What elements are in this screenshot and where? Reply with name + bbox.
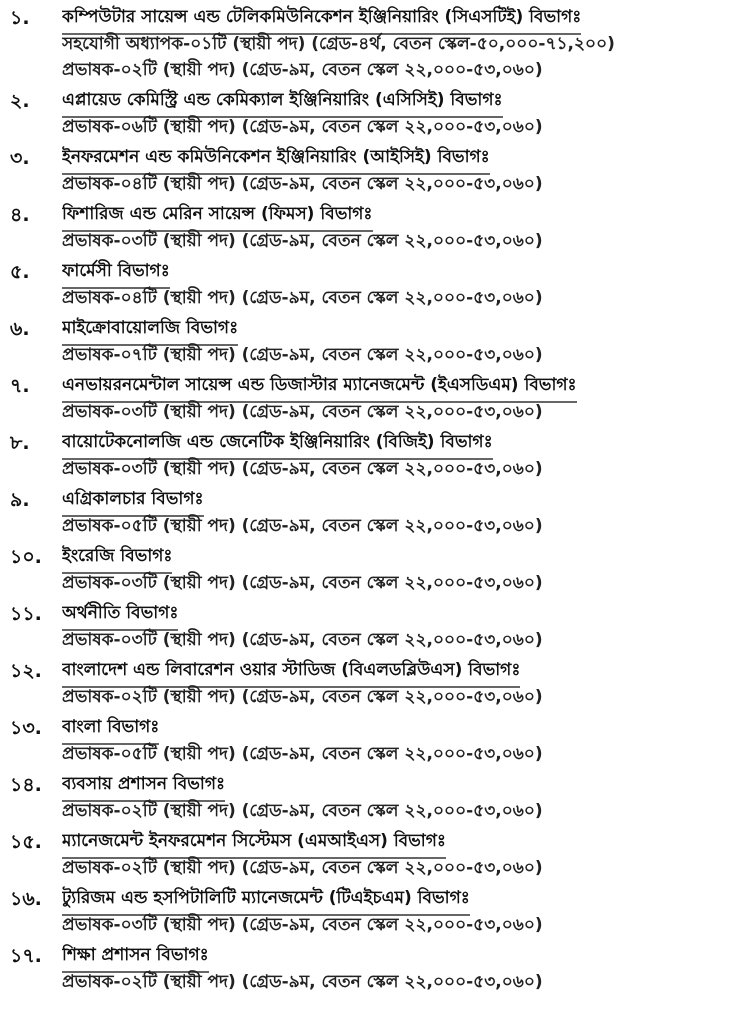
department-number: ১৩. [10,717,42,739]
post-line: প্রভাষক-০৩টি (স্থায়ী পদ) (গ্রেড-৯ম, বেতন স্কেল ২২,০০০-৫৩,০৬০) [62,630,543,650]
department-number: ৮. [10,432,30,454]
department-name: এনভায়রনমেন্টাল সায়েন্স এন্ড ডিজাস্টার ম্যানেজমেন্ট (ইএসডিএম) বিভাগঃ [62,372,577,403]
department-number: ১২. [10,660,42,682]
post-line: প্রভাষক-০২টি (স্থায়ী পদ) (গ্রেড-৯ম, বেতন স্কেল ২২,০০০-৫৩,০৬০) [62,801,543,821]
department-number: ৩. [10,147,30,169]
post-line: প্রভাষক-০৪টি (স্থায়ী পদ) (গ্রেড-৯ম, বেতন স্কেল ২২,০০০-৫৩,০৬০) [62,174,543,194]
department-number: ১৬. [10,888,42,910]
department-number: ১৪. [10,774,42,796]
department-number: ১৫. [10,831,42,853]
department-name: বাংলা বিভাগঃ [62,714,159,745]
department-number: ১. [10,7,30,29]
department-number: ৪. [10,204,30,226]
post-line: প্রভাষক-০৫টি (স্থায়ী পদ) (গ্রেড-৯ম, বেতন স্কেল ২২,০০০-৫৩,০৬০) [62,516,543,536]
department-number: ৯. [10,489,30,511]
post-line: প্রভাষক-০৩টি (স্থায়ী পদ) (গ্রেড-৯ম, বেতন স্কেল ২২,০০০-৫৩,০৬০) [62,573,543,593]
department-name: ইংরেজি বিভাগঃ [62,543,172,574]
department-name: এগ্রিকালচার বিভাগঃ [62,486,204,517]
department-name: বাংলাদেশ এন্ড লিবারেশন ওয়ার স্টাডিজ (বিএলডব্লিউএস) বিভাগঃ [62,657,520,688]
department-name: বায়োটেকনোলজি এন্ড জেনেটিক ইঞ্জিনিয়ারিং (বিজিই) বিভাগঃ [62,429,493,460]
department-name: ম্যানেজমেন্ট ইনফরমেশন সিস্টেমস (এমআইএস) বিভাগঃ [62,828,446,859]
department-number: ৭. [10,375,30,397]
department-number: ৫. [10,261,30,283]
department-number: ১১. [10,603,42,625]
post-line: সহযোগী অধ্যাপক-০১টি (স্থায়ী পদ) (গ্রেড-৪র্থ, বেতন স্কেল-৫০,০০০-৭১,২০০) [62,34,615,54]
department-name: অর্থনীতি বিভাগঃ [62,600,178,631]
department-name: শিক্ষা প্রশাসন বিভাগঃ [62,942,209,973]
department-name: ট্যুরিজম এন্ড হসপিটালিটি ম্যানেজমেন্ট (টিএইচএম) বিভাগঃ [62,885,470,916]
post-line: প্রভাষক-০২টি (স্থায়ী পদ) (গ্রেড-৯ম, বেতন স্কেল ২২,০০০-৫৩,০৬০) [62,972,543,992]
post-line: প্রভাষক-০৩টি (স্থায়ী পদ) (গ্রেড-৯ম, বেতন স্কেল ২২,০০০-৫৩,০৬০) [62,402,543,422]
department-name: কম্পিউটার সায়েন্স এন্ড টেলিকমিউনিকেশন ইঞ্জিনিয়ারিং (সিএসটিই) বিভাগঃ [62,4,581,35]
department-name: ব্যবসায় প্রশাসন বিভাগঃ [62,771,225,802]
department-name: এপ্লায়েড কেমিস্ট্রি এন্ড কেমিক্যাল ইঞ্জিনিয়ারিং (এসিসিই) বিভাগঃ [62,87,503,118]
post-line: প্রভাষক-০২টি (স্থায়ী পদ) (গ্রেড-৯ম, বেতন স্কেল ২২,০০০-৫৩,০৬০) [62,858,543,878]
department-number: ২. [10,90,30,112]
department-name: ফিশারিজ এন্ড মেরিন সায়েন্স (ফিমস) বিভাগঃ [62,201,373,232]
department-number: ১০. [10,546,42,568]
post-line: প্রভাষক-০২টি (স্থায়ী পদ) (গ্রেড-৯ম, বেতন স্কেল ২২,০০০-৫৩,০৬০) [62,687,543,707]
post-line: প্রভাষক-০৩টি (স্থায়ী পদ) (গ্রেড-৯ম, বেতন স্কেল ২২,০০০-৫৩,০৬০) [62,231,543,251]
post-line: প্রভাষক-০৩টি (স্থায়ী পদ) (গ্রেড-৯ম, বেতন স্কেল ২২,০০০-৫৩,০৬০) [62,459,543,479]
post-line: প্রভাষক-০৫টি (স্থায়ী পদ) (গ্রেড-৯ম, বেতন স্কেল ২২,০০০-৫৩,০৬০) [62,744,543,764]
post-line: প্রভাষক-০২টি (স্থায়ী পদ) (গ্রেড-৯ম, বেতন স্কেল ২২,০০০-৫৩,০৬০) [62,60,543,80]
department-name: ইনফরমেশন এন্ড কমিউনিকেশন ইঞ্জিনিয়ারিং (আইসিই) বিভাগঃ [62,144,490,175]
department-number: ৬. [10,318,30,340]
post-line: প্রভাষক-০৪টি (স্থায়ী পদ) (গ্রেড-৯ম, বেতন স্কেল ২২,০০০-৫৩,০৬০) [62,288,543,308]
post-line: প্রভাষক-০৩টি (স্থায়ী পদ) (গ্রেড-৯ম, বেতন স্কেল ২২,০০০-৫৩,০৬০) [62,915,543,935]
department-number: ১৭. [10,945,42,967]
department-name: মাইক্রোবায়োলজি বিভাগঃ [62,315,238,346]
department-name: ফার্মেসী বিভাগঃ [62,258,170,289]
post-line: প্রভাষক-০৬টি (স্থায়ী পদ) (গ্রেড-৯ম, বেতন স্কেল ২২,০০০-৫৩,০৬০) [62,117,543,137]
post-line: প্রভাষক-০৭টি (স্থায়ী পদ) (গ্রেড-৯ম, বেতন স্কেল ২২,০০০-৫৩,০৬০) [62,345,543,365]
